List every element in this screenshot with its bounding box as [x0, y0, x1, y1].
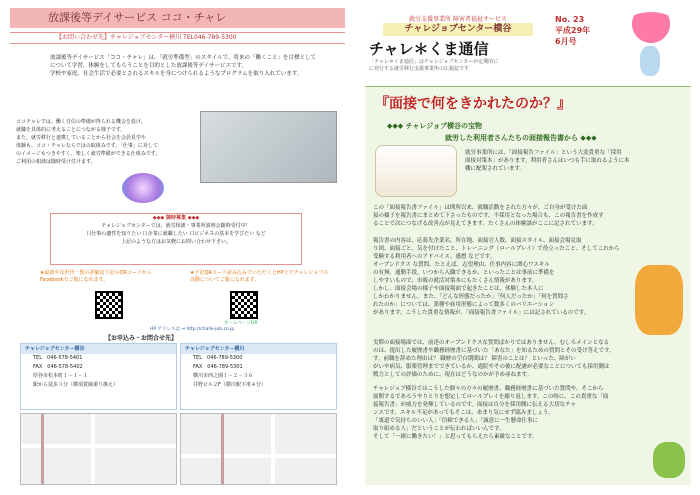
paragraph-line: す。前職を辞めた理由は？ 職歴の空白期間は？ 障害のことは？ といった、障がい — [373, 356, 576, 362]
recruit-line: 上記のような方はお気軽にお問い合わせ下さい。 — [120, 239, 231, 245]
recruit-box — [50, 213, 302, 265]
center-fax: FAX 046-789-5301 — [193, 364, 243, 370]
paragraph-line: のは、提出した履歴書や職務経歴書に基づいた「あなた」を知るための質問とその受け答えです。 — [373, 348, 615, 354]
paragraph-1 — [465, 149, 687, 173]
interview-illustration — [375, 145, 457, 197]
activity-line: ご利用の相談は随時受け付けます。 — [16, 159, 96, 165]
contact-heading: 【お申込み・お問合せ先】 — [105, 335, 178, 342]
paragraph-line: ンスです。スキル不足があってもそこは、あまり気にせず臨みましょう。 — [373, 410, 554, 416]
paragraph-line: 面接対策本」があります。利用者さんはいつも手に取れるように本 — [465, 158, 630, 164]
center-access: 井野ビル２F（横川駅下車４分） — [193, 382, 266, 388]
rain-child-illustration — [640, 46, 660, 76]
center-access: 駅から徒歩３分（横須賀線乗り換え） — [33, 382, 119, 388]
paragraph-line: れたのか」については、業種や雇用形態によって数多くのバリエーション — [373, 302, 555, 308]
paragraph-line: そして「一緒に働きたい！」と思ってもらえたら素敵なことです。 — [373, 434, 538, 440]
feature-article — [365, 86, 691, 485]
paragraph-line: 接報告書」が威力を発揮しているのです。面接は自分を採用側に伝える大切なチャ — [373, 402, 576, 408]
issue-info — [555, 14, 590, 47]
center-card — [20, 343, 177, 410]
intro-line: について学習、体験をしてもらうことを目的とした放課後等デイサービスです。 — [50, 63, 248, 69]
newsletter-title: チャレ＊くま通信 — [369, 40, 489, 58]
activity-line: ココチャレでは、働く自信の準備が得られる機会を設け、 — [16, 119, 146, 125]
hp-address[interactable]: HP アドレスは ⇒ http://challe-job.co.jp — [150, 327, 235, 332]
recruit-line: 口仕事の適性を知りたい 口企業に就職したい 口ビジネスの基本を学びたい など — [86, 231, 266, 237]
intro-text — [50, 54, 339, 78]
advisor-illustration — [635, 265, 683, 335]
paragraph-4 — [373, 339, 687, 379]
issue-number: No. 23 — [555, 15, 585, 24]
service-header: 放課後等デイサービス ココ・チャレ — [10, 8, 345, 28]
paragraph-line: 実際の面接場面では、前述のオープンドクスな質問ばかりではありません。むしろメインとなる — [373, 340, 610, 346]
recruit-title: ◆◆◆ 随時募集 ◆◆◆ — [152, 215, 200, 221]
paragraph-line: しかし、面接会場の様子や面接場面で起きたことは、体験した本人に — [373, 286, 544, 292]
clover-illustration — [653, 442, 685, 478]
center-fax: FAX 046-578-5402 — [33, 364, 83, 370]
paragraph-line: 就労事業所には、「面接報告ファイル」という大変貴重な「採用 — [465, 150, 622, 156]
paragraph-line: の有無、通勤手段、いつから入職できるか、といったことは事前に準備を — [373, 270, 555, 276]
masthead-line: 「チャレ＊くま通信」はチャレジョブセンターが定期的に — [369, 59, 499, 65]
masthead-center: チャレジョブセンター横谷 — [383, 23, 533, 36]
right-page — [355, 8, 695, 488]
masthead-top: 就労支援事業所 障害者福祉サービス — [409, 16, 507, 23]
article-headline: 『面接で何をきかれたのか？』 — [375, 96, 571, 112]
paragraph-line: チャレジョブ横谷ではこうした個々の方々の履歴書、職務経歴書に基づいた質問や、そこから — [373, 386, 604, 392]
paragraph-line: しかわかりません。また、「どんな形態だったか」「何人だったか」「何を質問さ — [373, 294, 569, 300]
center-address: 厚谷市松本町１－１－１ — [33, 373, 89, 379]
paragraph-2 — [373, 204, 687, 228]
paragraph-line: 展開するであろうやりとりを想定してロールプレイを繰り返します。この時に、この貴重な「面 — [373, 394, 609, 400]
center-tel[interactable]: TEL 046-578-5401 — [33, 355, 83, 361]
hydrangea-illustration — [122, 173, 164, 203]
activity-line: 体験も、ココ・チャレならではの取組みです。「仕事」に対して — [16, 143, 158, 149]
left-page — [10, 8, 345, 488]
paragraph-line: がいや病気、服薬管理までできているか、通院やその後に配慮が必要なことについても採用側は — [373, 364, 610, 370]
activity-text — [16, 118, 186, 166]
website-qr-note: ★下記QRコード読み込みでいただくとHP上でチャレジョブの活動についてご覧になれます。 — [190, 270, 329, 283]
activity-line: また、就労移行と連携していることから社会を会員見学や — [16, 135, 147, 141]
paragraph-line: 報告書の内容は、応募先企業名、所在地、面接官人数、面接スタイル、面接会場見取 — [373, 238, 582, 244]
workshop-photo — [200, 111, 337, 183]
paragraph-line: オープンドクス な質問、たとえば、志望理由、仕事内容に関心ワスキル — [373, 262, 550, 268]
paragraph-line: 取り組める人」だということが伝わればいいんです。 — [373, 426, 505, 432]
access-map — [20, 413, 177, 485]
issue-year: 平成29年 — [555, 26, 591, 35]
article-subtitle: ◆◆◆ チャレジョブ横谷の宝物 — [387, 122, 483, 130]
paragraph-line: 棚に配架されています。 — [465, 166, 526, 172]
paragraph-line: しやすいもので、市販の就活対策本にもたくさん情報があります。 — [373, 278, 538, 284]
facebook-qr-note: ★最新や次世代一覧の詳細は下記のQRコードからFacebookでご覧になれます。 — [40, 270, 152, 283]
paragraph-line: この「面接報告書ファイル」は開所以来、就職活動をされた方々が、ご自身が受けた面 — [373, 205, 588, 211]
contact-band: 【お問い合わせ先】チャレジョブセンター横川 TEL046-789-5300 — [10, 32, 345, 44]
paragraph-3 — [373, 237, 633, 317]
masthead-line: に発行する就労移行支援事業所の広報誌です — [369, 66, 470, 72]
paragraph-5 — [373, 385, 673, 441]
paragraph-line: があります。こうした貴重な情報が、「面接報告書ファイル」には記されているのです。 — [373, 310, 590, 316]
paragraph-line: 戦力としての評価のために、現在はどうなのかが予め尋ねます。 — [373, 372, 533, 378]
paragraph-line: ることで次につなげる改善点が見えてきます。たくさんの体験談がここに記されています。 — [373, 221, 598, 227]
website-qr-caption: ホームページQR — [224, 321, 258, 326]
center-card — [180, 343, 337, 410]
activity-line: 就職を具体的に考えることにつながる様子です。 — [16, 127, 126, 133]
center-name: チャレジョブセンター横川 — [181, 344, 336, 354]
article-subtitle: 就労した利用者さんたちの面接報告書から ◆◆◆ — [445, 134, 597, 142]
paragraph-line: 接の様子を報告書にまとめて下さったものです。不採用となった場合も、この報告書を作成す — [373, 213, 604, 219]
center-address: 横川市西之園１－２－３６ — [193, 373, 254, 379]
facebook-qr-code[interactable] — [95, 291, 123, 319]
website-qr-code[interactable] — [230, 291, 258, 319]
access-map — [180, 413, 337, 485]
intro-line: 放課後等デイサービス「ココ・チャレ」は、「就労準備型」のスタイルで、将来の「働くこと」を目標として — [50, 55, 316, 61]
recruit-line: チャレジョブセンターでは、就労相談・事業所説明会随時受付中！ — [101, 223, 251, 229]
paragraph-line: 受験する利用者へのアドバイス、感想 などです。 — [373, 254, 496, 260]
center-name: チャレジョブセンター横谷 — [21, 344, 176, 354]
paragraph-line: り図、面接ごと、気を付けたこと、トレーニング（ロールプレイ）で役立ったこと、そしてこれから — [373, 246, 620, 252]
intro-line: 学校や家庭、社会生活で必要とされるスキルを身につけられるようなプログラムを取り入れています。 — [50, 71, 303, 77]
activity-line: のイメージもつきやすく、楽しく就労準備ができる仕組みです。 — [16, 151, 161, 157]
paragraph-line: 「裏道で気持ちのいい人」「信頼できる人」「誠意に一生懸命仕事に — [373, 418, 539, 424]
center-tel[interactable]: TEL 046-789-5300 — [193, 355, 243, 361]
issue-month: 6月号 — [555, 37, 577, 46]
